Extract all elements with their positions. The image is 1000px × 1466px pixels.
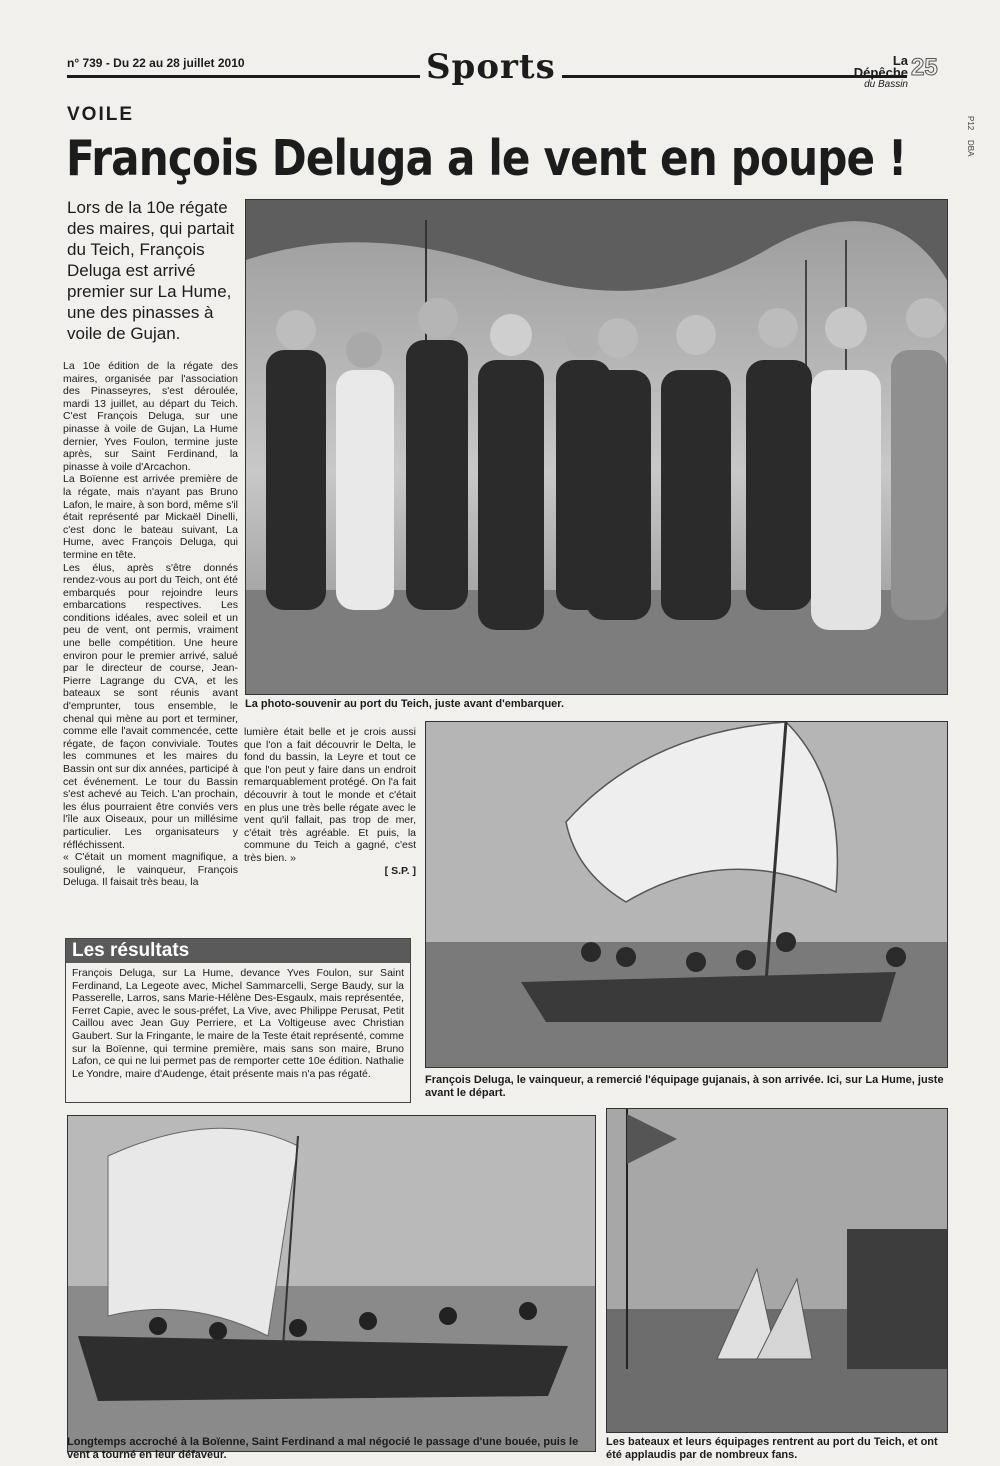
paragraph: « C'était un moment magnifique, a souligné, le vainqueur, François Deluga. Il faisait très beau, la [63,851,238,889]
group-photo [245,199,948,695]
results-box [65,938,411,1103]
margin-code-1: P12 [966,116,975,131]
paragraph: Les élus, après s'être donnés rendez-vous au port du Teich, ont été embarqués pour rejoindre leurs embarcations respectives. Les conditions idéales, avec soleil et un peu de vent, ont permis, vraiment une belle compétition. Une heure environ pour le premier arrivé, salué par le directeur de course, Jean-Pierre Lagrange du CVA, et les bateaux se sont réunis avant d'emprunter, tous ensemble, le chenal qui mène au port et terminer, comme elle l'avait commencée, cette régate, de façon conviviale. Toutes les communes et les maires du Bassin ont sur dix années, participé à cet événement. Le tour du Bassin s'est achevé au Teich. L'an prochain, les élus pourraient être conviés vers l'île aux Oiseaux, pour un millésime particulier. Les organisateurs y réfléchissent. [63,561,238,851]
newspaper-logo [836,55,908,91]
group-photo-caption: La photo-souvenir au port du Teich, juste avant d'embarquer. [245,698,565,710]
return-photo-caption: Les bateaux et leurs équipages rentrent au port du Teich, et ont été applaudis par de nombreux fans. [606,1436,938,1461]
article-column-2 [244,726,416,877]
paragraph: La Boïenne est arrivée première de la régate, mais n'ayant pas Bruno Lafon, le maire, à son bord, même s'il était représenté par Mickaël Dinelli, c'est donc le bateau suivant, La Hume, avec François Deluga, qui termine en tête. [63,473,238,561]
sail-photo [425,721,948,1068]
results-text: François Deluga, sur La Hume, devance Yves Foulon, sur Saint Ferdinand, La Legeote avec, Michel Sammarcelli, Serge Baudy, sur la Passerelle, Larros, sans Marie-Hélène Des-Esgaulx, mais représentée, Ferret Capie, avec le sous-préfet, La Vive, avec Philippe Perusat, Petit Caillou avec Jean Guy Perriere, et La Voltigeuse avec Christian Gaubert. Sur la Fringante, le maire de la Teste était représenté, comme sur la Boïenne, qui termine première, mais sans son maire, Bruno Lafon, ce qui ne lui permet pas de remporter cette 10e édition. Nathalie Le Yondre, maire d'Audenge, était présente mais n'a pas régaté. [72,967,404,1080]
article-lead: Lors de la 10e régate des maires, qui partait du Teich, François Deluga est arrivé premier sur La Hume, une des pinasses à voile de Gujan. [67,198,235,343]
margin-code-2: DBA [966,140,975,157]
page-number: 25 [911,54,938,81]
regatta-photo-caption: Longtemps accroché à la Boïenne, Saint Ferdinand a mal négocié le passage d'une bouée, puis le vent a tourné en leur défaveur. [67,1436,579,1461]
logo-line2: du Bassin [864,79,908,90]
paragraph: lumière était belle et je crois aussi que l'on a fait découvrir le Delta, le fond du bassin, la Leyre et tout ce que l'on peut y faire dans un endroit remarquablement protégé. On l'a fait découvrir à tout le monde et c'était en plus une très belle régate avec le vent qu'il fallait, pas trop de mer, c'était très agréable. Et puis, la commune du Teich a gagné, c'est très bien. » [244,726,416,864]
return-photo [606,1108,948,1433]
logo-line1: La Dépêche [853,53,908,80]
article-kicker: VOILE [67,104,135,125]
author-signature: [ S.P. ] [384,864,416,877]
section-title: Sports [420,50,562,84]
sail-photo-caption: François Deluga, le vainqueur, a remercié l'équipage gujanais, à son arrivée. Ici, sur La Hume, juste avant le départ. [425,1074,944,1099]
regatta-photo [67,1115,596,1452]
results-title: Les résultats [66,939,410,963]
paragraph: La 10e édition de la régate des maires, organisée par l'association des Pinasseyres, s'est déroulée, mardi 13 juillet, au départ du Teich. C'est François Deluga, sur une pinasse à voile de Gujan, La Hume dernier, Yves Foulon, termine juste après, sur Saint Ferdinand, la pinasse à voile d'Arcachon. [63,360,238,473]
article-column-1 [63,360,238,889]
issue-info: n° 739 - Du 22 au 28 juillet 2010 [67,56,245,70]
article-headline: François Deluga a le vent en poupe ! [66,130,907,187]
